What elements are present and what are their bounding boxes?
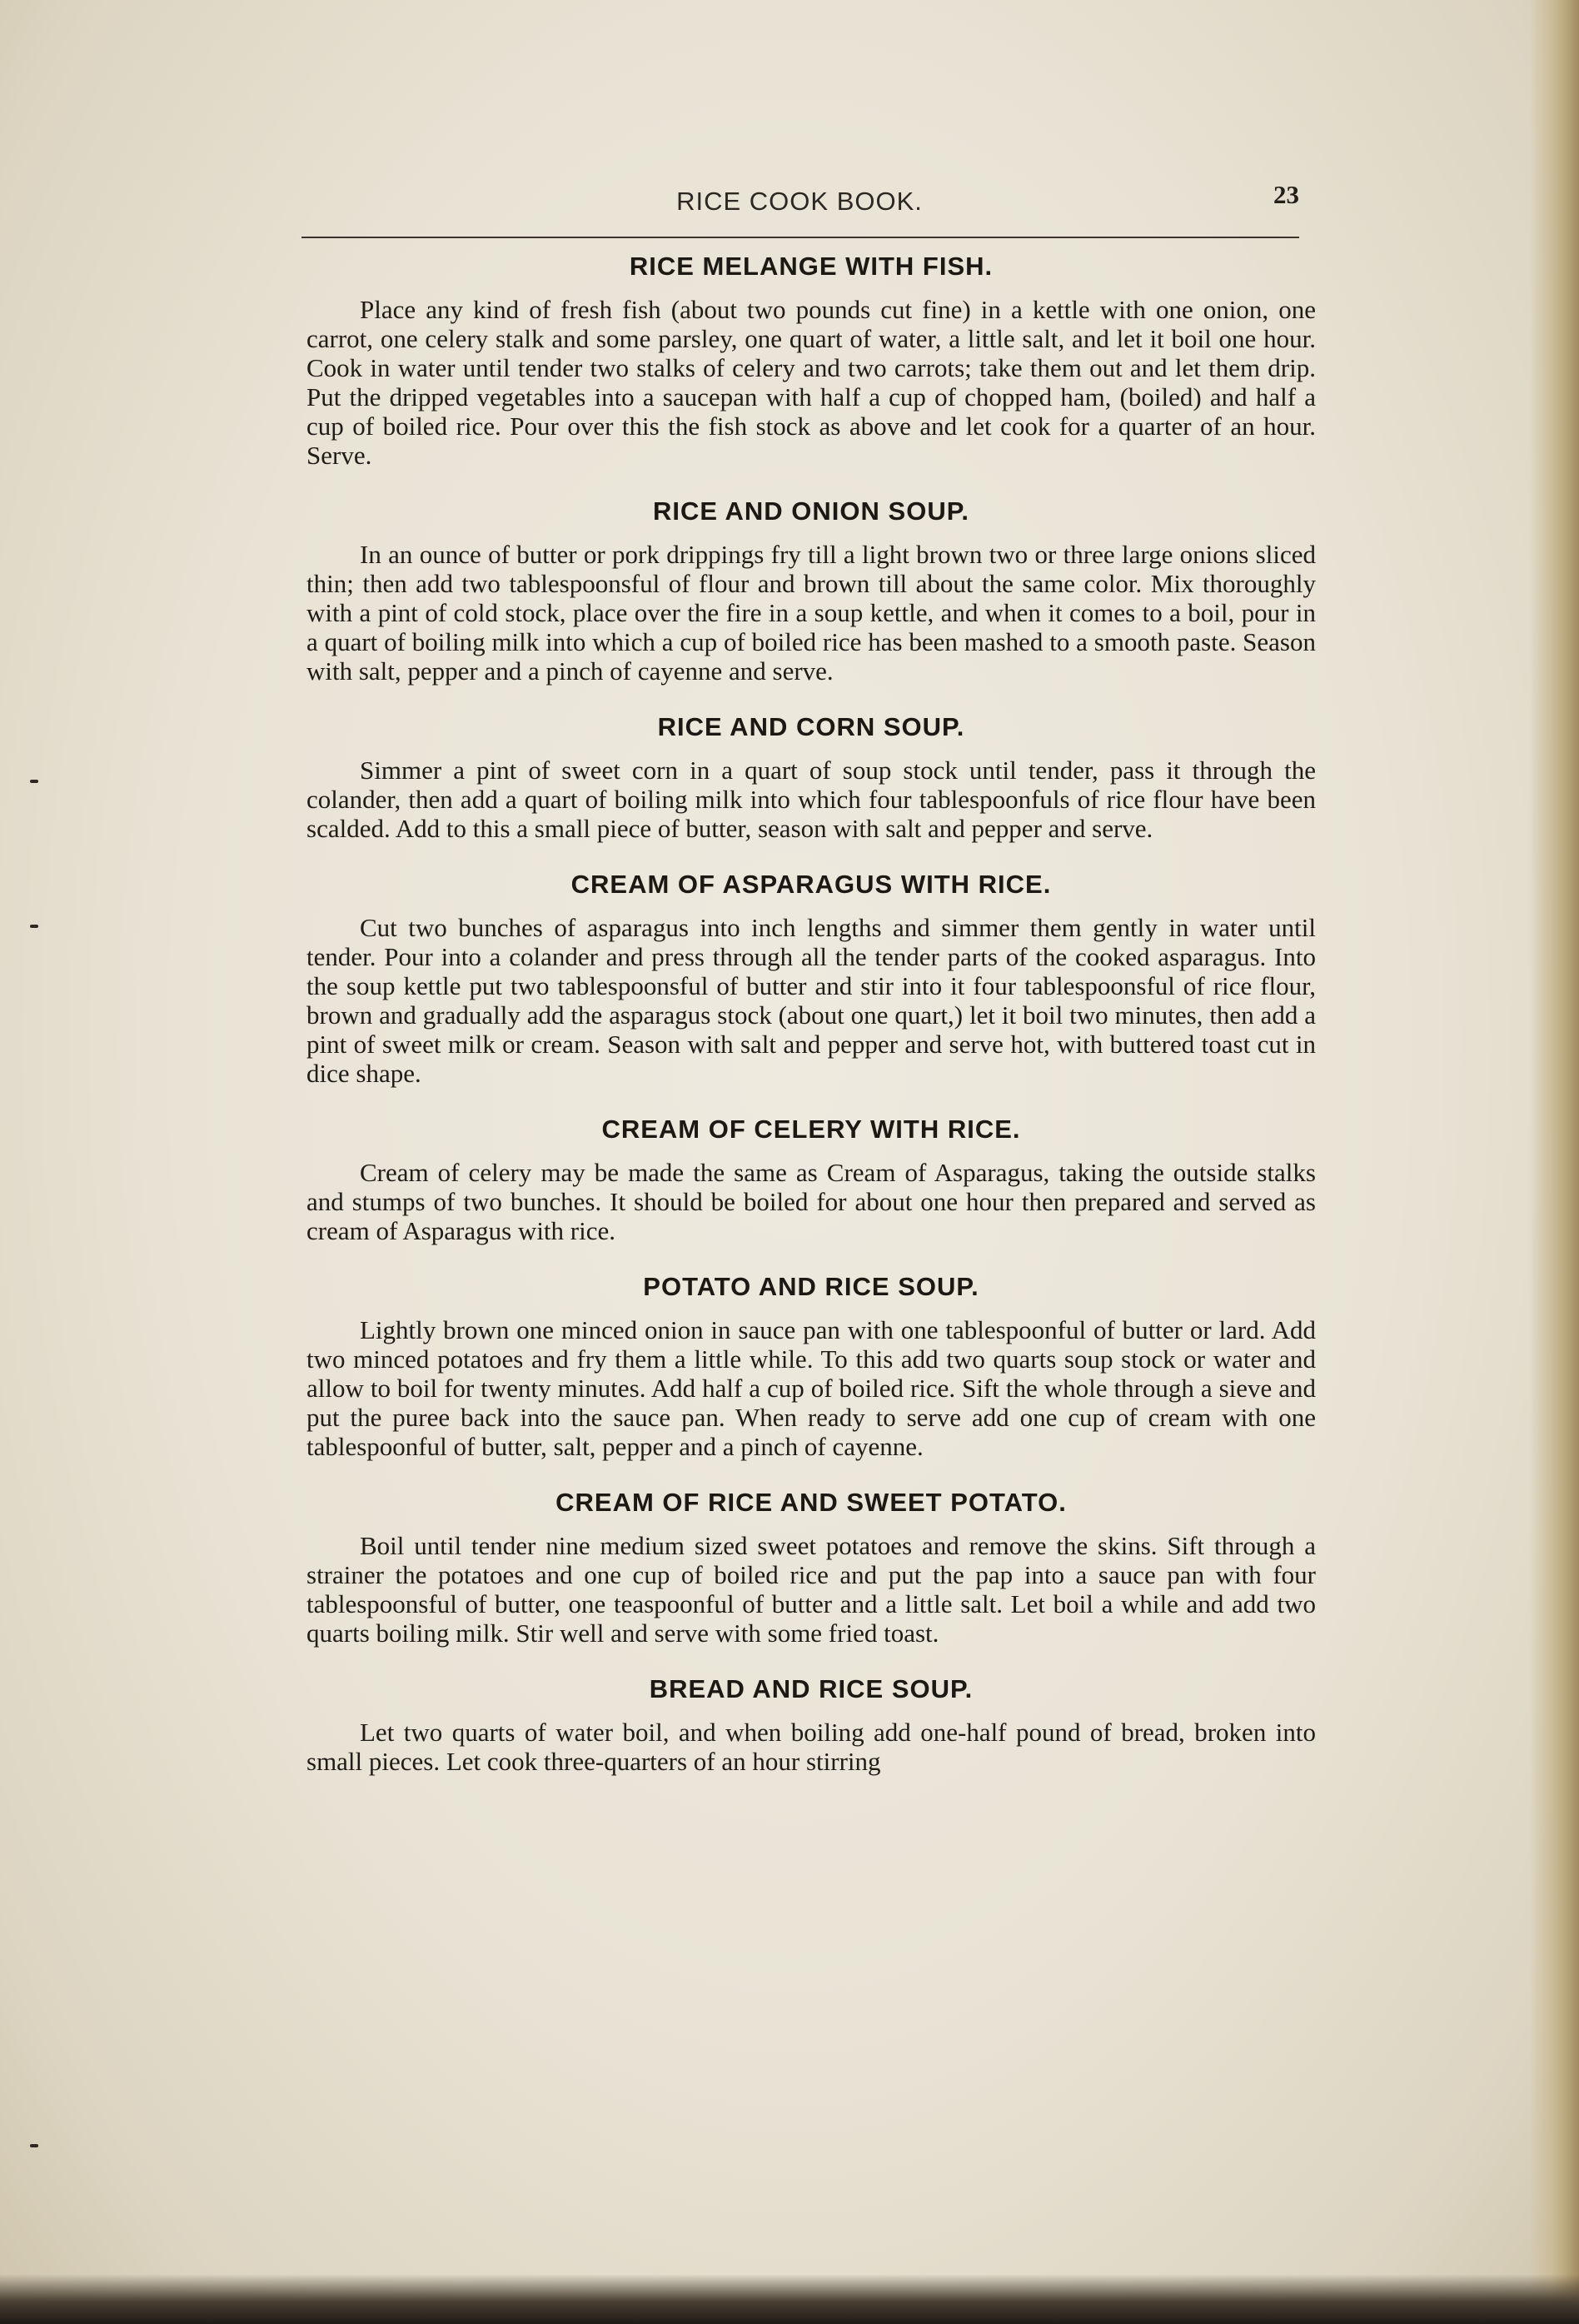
recipe-cream-of-celery-with-rice <box>306 1111 1316 1245</box>
recipe-rice-and-corn-soup <box>306 709 1316 843</box>
recipe-body: Let two quarts of water boil, and when boiling add one-half pound of bread, broken into small pieces. Let cook three-quarters of an hour stirring <box>306 1718 1316 1776</box>
binding-staple-mark <box>30 2144 38 2147</box>
recipe-body: Lightly brown one minced onion in sauce pan with one tablespoonful of butter or lard. Add two minced potatoes and fry them a little while. To this add two quarts soup stock or water and allow to boil for twenty minutes. Add half a cup of boiled rice. Sift the whole through a sieve and put the puree back into the sauce pan. When ready to serve add one cup of cream with one tablespoonful of butter, salt, pepper and a pinch of cayenne. <box>306 1315 1316 1461</box>
recipe-bread-and-rice-soup <box>306 1671 1316 1776</box>
recipe-body: Boil until tender nine medium sized sweet potatoes and remove the skins. Sift through a strainer the potatoes and one cup of boiled rice and put the pap into a sauce pan with four tablespoonsful of butter, one teaspoonful of butter and a little salt. Let boil a while and add two quarts boiling milk. Stir well and serve with some fried toast. <box>306 1531 1316 1648</box>
recipe-title: CREAM OF CELERY WITH RICE. <box>601 1115 1021 1144</box>
recipe-title: CREAM OF RICE AND SWEET POTATO. <box>555 1488 1067 1517</box>
recipe-title: RICE AND CORN SOUP. <box>657 712 965 741</box>
recipe-body: Simmer a pint of sweet corn in a quart of soup stock until tender, pass it through the colander, then add a quart of boiling milk into which four tablespoonfuls of rice flour have been scalded. Add to this a small piece of butter, season with salt and pepper and serve. <box>306 756 1316 843</box>
page-bottom-shadow <box>0 2274 1579 2324</box>
page-number: 23 <box>1273 180 1299 209</box>
recipe-cream-of-asparagus-with-rice <box>306 866 1316 1088</box>
recipe-title: CREAM OF ASPARAGUS WITH RICE. <box>570 870 1052 899</box>
recipe-title: BREAD AND RICE SOUP. <box>649 1674 974 1703</box>
binding-staple-mark <box>30 925 38 928</box>
recipe-potato-and-rice-soup <box>306 1269 1316 1461</box>
recipe-body: Place any kind of fresh fish (about two pounds cut fine) in a kettle with one onion, one carrot, one celery stalk and some parsley, one quart of water, a little salt, and let it boil one hour. Cook in water until tender two stalks of celery and two carrots; take them out and let them drip. Put the dripped vegetables into a saucepan with half a cup of chopped ham, (boiled) and half a cup of boiled rice. Pour over this the fish stock as above and let cook for a quarter of an hour. Serve. <box>306 295 1316 470</box>
recipe-title: RICE AND ONION SOUP. <box>653 496 969 526</box>
recipe-rice-melange-with-fish <box>306 248 1316 470</box>
header-rule <box>301 237 1299 238</box>
recipe-title: RICE MELANGE WITH FISH. <box>629 252 994 281</box>
recipe-title: POTATO AND RICE SOUP. <box>643 1272 979 1301</box>
recipe-body: Cream of celery may be made the same as Cream of Asparagus, taking the outside stalks and stumps of two bunches. It should be boiled for about one hour then prepared and served as cream of Asparagus with rice. <box>306 1158 1316 1245</box>
recipe-body: In an ounce of butter or pork drippings fry till a light brown two or three large onions sliced thin; then add two tablespoonsful of flour and brown till about the same color. Mix thoroughly with a pint of cold stock, place over the fire in a soup kettle, and when it comes to a boil, pour in a quart of boiling milk into which a cup of boiled rice has been mashed to a smooth paste. Season with salt, pepper and a pinch of cayenne and serve. <box>306 540 1316 686</box>
running-header <box>300 180 1299 233</box>
recipe-cream-of-rice-and-sweet-potato <box>306 1484 1316 1648</box>
recipe-rice-and-onion-soup <box>306 493 1316 686</box>
recipe-body: Cut two bunches of asparagus into inch lengths and simmer them gently in water until tender. Pour into a colander and press through all the tender parts of the cooked asparagus. Into the soup kettle put two tablespoonsful of butter and stir into it four tablespoonsful of rice flour, brown and gradually add the asparagus stock (about one quart,) let it boil two minutes, then add a pint of sweet milk or cream. Season with salt and pepper and serve hot, with buttered toast cut in dice shape. <box>306 913 1316 1088</box>
page-right-edge <box>1529 0 1579 2324</box>
binding-staple-mark <box>30 780 38 783</box>
book-title: RICE COOK BOOK. <box>676 187 923 216</box>
recipe-list <box>306 248 1316 1776</box>
